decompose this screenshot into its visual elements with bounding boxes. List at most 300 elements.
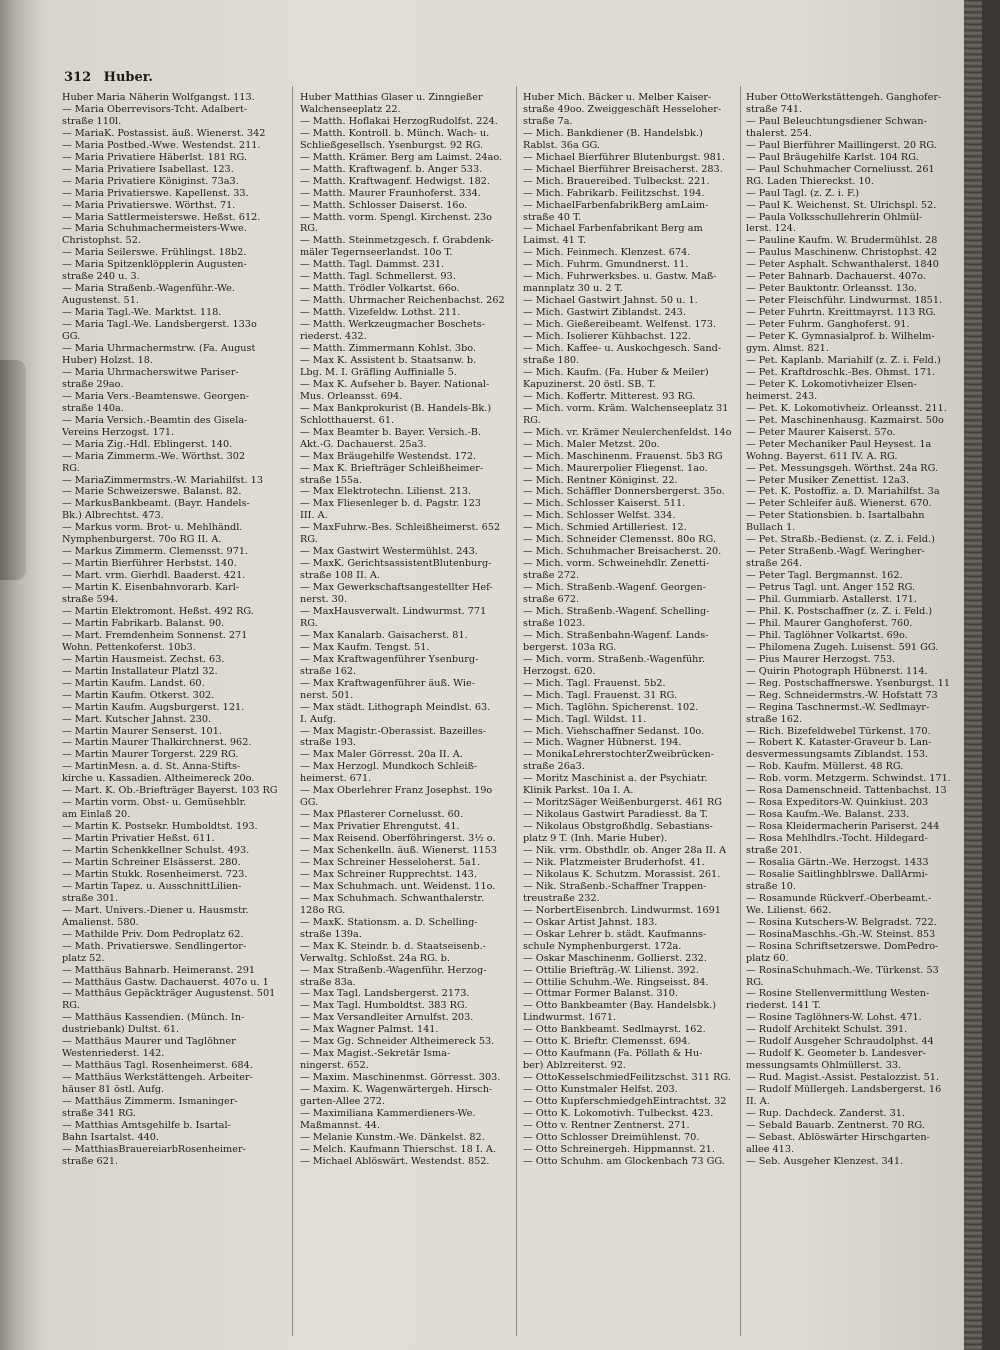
column-divider — [292, 86, 293, 1336]
directory-entry-line: — Mich. Fuhrwerksbes. u. Gastw. Maß- — [523, 271, 717, 283]
directory-entry-line: — Pet. Maschinenhausg. Kazmairst. 50o — [746, 414, 944, 426]
directory-entry-line: Verwaltg. Schloßst. 24a RG. b. — [300, 952, 450, 964]
directory-entry-line: straße 201. — [746, 845, 803, 857]
directory-entry-line: — Max Gastwirt Westermühlst. 243. — [300, 546, 478, 558]
directory-entry-line: — Max Elektrotechn. Lilienst. 213. — [300, 486, 472, 498]
page-header — [64, 70, 161, 85]
directory-entry-line: — Rudolf Müllergeh. Landsbergerst. 16 — [746, 1084, 942, 1096]
directory-entry-line: — Peter Bahnarb. Dachauerst. 407o. — [746, 271, 926, 283]
directory-entry-line: — Pet. Kraftdroschk.-Bes. Ohmst. 171. — [746, 366, 936, 378]
directory-entry-line: RG. — [746, 976, 764, 988]
directory-entry-line: garten-Allee 272. — [300, 1096, 386, 1108]
directory-entry-line: — Max Kanalarb. Gaisacherst. 81. — [300, 629, 468, 641]
directory-entry-line: — Nikolaus Obstgroßhdlg. Sebastians- — [523, 821, 713, 833]
directory-entry-line: — Pet. Messungsgeh. Wörthst. 24a RG. — [746, 462, 939, 474]
directory-entry-line: nerst. 501. — [300, 689, 354, 701]
directory-entry-line: RG. — [300, 617, 318, 629]
directory-entry-line: — Otto Bankbeamt. Sedlmayrst. 162. — [523, 1024, 706, 1036]
directory-entry-line: Lbg. M. I. Gräfling Auffinialle 5. — [300, 366, 457, 378]
directory-entry-line: — Max Reisend. Oberföhringerst. 3½ o. — [300, 833, 496, 845]
directory-entry-line: — Max Fliesenleger b. d. Pagstr. 123 — [300, 498, 481, 510]
directory-entry-line: straße 29ao. — [62, 378, 124, 390]
directory-entry-line: — Mich. Straßenbahn-Wagenf. Lands- — [523, 629, 709, 641]
directory-entry-line: — Matth. Tagl. Schmellerst. 93. — [300, 271, 456, 283]
directory-entry-line: Bahn Isartalst. 440. — [62, 1131, 160, 1143]
directory-entry-line: Huber Matthias Glaser u. Zinngießer — [300, 92, 483, 103]
directory-entry-line: — Rosa Kleidermacherin Pariserst. 244 — [746, 821, 940, 833]
directory-entry-line: — OttoKesselschmiedFeilitzschst. 311 RG. — [523, 1072, 731, 1084]
directory-entry-line: — Matth. Zimmermann Kohlst. 3bo. — [300, 343, 477, 355]
directory-entry-line: — Mart. vrm. Gierhdl. Baaderst. 421. — [62, 570, 246, 582]
binding-clip-shadow — [0, 360, 26, 580]
directory-entry-line: — Mich. Fabrikarb. Feilitzschst. 194. — [523, 187, 705, 199]
directory-entry-line: — Matth. Hoflakai HerzogRudolfst. 224. — [300, 115, 498, 127]
directory-entry-line: — Maria Tagl.-We. Marktst. 118. — [62, 307, 222, 319]
directory-entry-line: — Martin Maurer Thalkirchnerst. 962. — [62, 737, 252, 749]
directory-entry-line: — Matth. Steinmetzgesch. f. Grabdenk- — [300, 235, 494, 247]
directory-entry-line: straße 1023. — [523, 617, 586, 629]
directory-entry-line: straße 264. — [746, 558, 803, 570]
directory-entry-line: mäler Tegernseerlandst. 10o T. — [300, 247, 453, 259]
directory-entry-line: riederst. 432. — [300, 331, 367, 343]
directory-entry-line: RG. — [62, 462, 80, 474]
directory-entry-line: RG. — [300, 534, 318, 546]
directory-entry-line: — Matth. Kontroll. b. Münch. Wach- u. — [300, 127, 490, 139]
directory-entry-line: RG. — [300, 223, 318, 235]
directory-entry-line: — Maria Vers.-Beamtenswe. Georgen- — [62, 390, 250, 402]
directory-entry-line: — Rud. Magist.-Assist. Pestalozzist. 51. — [746, 1072, 940, 1084]
directory-entry-line: — Mich. Maurerpolier Fliegenst. 1ao. — [523, 462, 708, 474]
directory-entry-line: — Martin Fabrikarb. Balanst. 90. — [62, 617, 225, 629]
directory-entry-line: — Otto Schlosser Dreimühlenst. 70. — [523, 1131, 700, 1143]
directory-entry-line: — Max Kraftwagenführer Ysenburg- — [300, 653, 479, 665]
directory-entry-line: — Otto Schuhm. am Glockenbach 73 GG. — [523, 1155, 725, 1167]
directory-entry-line: — Otto Kaufmann (Fa. Pöllath & Hu- — [523, 1048, 703, 1060]
directory-entry-line: — Rich. Bizefeldwebel Türkenst. 170. — [746, 725, 931, 737]
directory-entry-line: — Maria Tagl.-We. Landsbergerst. 133o — [62, 319, 257, 331]
directory-entry-line: straße 10. — [746, 880, 796, 892]
directory-entry-line: — Otto Bankbeamter (Bay. Handelsbk.) — [523, 1000, 717, 1012]
directory-entry-line: Akt.-G. Dachauerst. 25a3. — [300, 438, 427, 450]
directory-entry-line: — Paul Beleuchtungsdiener Schwan- — [746, 115, 927, 127]
directory-entry-line: — Mich. Taglöhn. Spicherenst. 102. — [523, 701, 699, 713]
directory-entry-line: straße 140a. — [62, 402, 124, 414]
directory-entry-line: — Matth. Trödler Volkartst. 66o. — [300, 283, 460, 295]
directory-entry-line: — Regina Taschnermst.-W. Sedlmayr- — [746, 701, 930, 713]
directory-entry-line: — Rosa Kaufm.-We. Balanst. 233. — [746, 809, 910, 821]
directory-entry-line: Lindwurmst. 1671. — [523, 1012, 617, 1024]
directory-entry-line: — Mich. Feinmech. Klenzest. 674. — [523, 247, 691, 259]
directory-entry-line: — Mich. Kaffee- u. Auskochgesch. Sand- — [523, 343, 722, 355]
directory-entry-line: — Peter Stationsbien. b. Isartalbahn — [746, 510, 925, 522]
directory-entry-line: straße 301. — [62, 892, 119, 904]
directory-entry-line: — Martin Tapez. u. AusschnittLilien- — [62, 880, 242, 892]
directory-entry-line: — Michael Farbenfabrikant Berg am — [523, 223, 703, 235]
directory-entry-line: — Mich. Schneider Clemensst. 80o RG. — [523, 534, 717, 546]
directory-entry-line: — Martin K. Postsekr. Humboldtst. 193. — [62, 821, 258, 833]
directory-entry-line: — Max Versandleiter Arnulfst. 203. — [300, 1012, 474, 1024]
directory-entry-line: GG. — [62, 331, 81, 343]
directory-entry-line: — Peter Mechaniker Paul Heysest. 1a — [746, 438, 932, 450]
directory-entry-line: — Paula Volksschullehrerin Ohlmül- — [746, 211, 923, 223]
directory-entry-line: — Mich. Viehschaffner Sedanst. 10o. — [523, 725, 705, 737]
directory-entry-line: — Phil. K. Postschaffner (z. Z. i. Feld.) — [746, 605, 933, 617]
directory-entry-line: — Max Schuhmach. Schwanthalerstr. — [300, 892, 485, 904]
directory-entry-line: — Mart. Fremdenheim Sonnenst. 271 — [62, 629, 248, 641]
directory-entry-line: — Rosa Damenschneid. Tattenbachst. 13 — [746, 785, 947, 797]
directory-entry-line: — MatthiasBrauereiarbRosenheimer- — [62, 1143, 246, 1155]
directory-entry-line: — Maximiliana Kammerdieners-We. — [300, 1108, 476, 1120]
directory-entry-line: Schlotthauerst. 61. — [300, 414, 395, 426]
directory-entry-line: straße 162. — [300, 665, 357, 677]
directory-entry-line: — Max Schuhmach. unt. Weidenst. 11o. — [300, 880, 496, 892]
directory-entry-line: Bullach 1. — [746, 522, 796, 534]
directory-entry-line: — Max Privatier Ehrengutst. 41. — [300, 821, 460, 833]
directory-entry-line: Bk.) Albrechtst. 473. — [62, 510, 164, 522]
directory-entry-line: — Max Bräugehilfe Westendst. 172. — [300, 450, 477, 462]
directory-entry-line: — Rosa Expeditors-W. Quinkiust. 203 — [746, 797, 929, 809]
directory-entry-line: — Mich. vr. Krämer Neulerchenfeldst. 14o — [523, 426, 732, 438]
directory-entry-line: — Maria Seilerswe. Frühlingst. 18b2. — [62, 247, 247, 259]
directory-entry-line: — MoritzSäger Weißenburgerst. 461 RG — [523, 797, 723, 809]
directory-entry-line: — Pius Maurer Herzogst. 753. — [746, 653, 896, 665]
directory-entry-line: — Matth. Kraftwagenf. b. Anger 533. — [300, 163, 483, 175]
directory-entry-line: — Rudolf Ausgeher Schraudolphst. 44 — [746, 1036, 934, 1048]
directory-entry-line: — Paulus Maschinenw. Christophst. 42 — [746, 247, 938, 259]
directory-entry-line: — Maria Uhrmachermstrw. (Fa. August — [62, 343, 256, 355]
directory-entry-line: — Quirin Photograph Hübnerst. 114. — [746, 665, 928, 677]
directory-entry-line: — Matthäus Tagl. Rosenheimerst. 684. — [62, 1060, 253, 1072]
directory-entry-line: straße 49oo. Zweiggeschäft Hesseloher- — [523, 103, 722, 115]
directory-entry-line: — Martin Maurer Senserst. 101. — [62, 725, 222, 737]
directory-entry-line: Laimst. 41 T. — [523, 235, 587, 247]
directory-entry-line: — Max K. Assistent b. Staatsanw. b. — [300, 354, 477, 366]
directory-entry-line: platz 9 T. (Inh. Marie Huber). — [523, 833, 668, 845]
directory-entry-line: — Max Kraftwagenführer äuß. Wie- — [300, 677, 476, 689]
directory-entry-line: straße 139a. — [300, 928, 362, 940]
directory-entry-line: — Max Straßenb.-Wagenführ. Herzog- — [300, 964, 487, 976]
directory-entry-line: — Sebast. Ablöswärter Hirschgarten- — [746, 1131, 930, 1143]
directory-entry-line: II. A. — [746, 1096, 770, 1108]
directory-entry-line: — Otto Schreinergeh. Hippmannst. 21. — [523, 1143, 715, 1155]
directory-entry-line: — Peter K. Lokomotivheizer Elsen- — [746, 378, 917, 390]
directory-entry-line: schule Nymphenburgerst. 172a. — [523, 940, 682, 952]
directory-entry-line: — Max K. Aufseher b. Bayer. National- — [300, 378, 490, 390]
running-head: Huber. — [103, 70, 153, 85]
directory-entry-line: — MariaK. Postassist. äuß. Wienerst. 342 — [62, 127, 266, 139]
directory-entry-line: — Rosa Mehlhdlrs.-Tocht. Hildegard- — [746, 833, 928, 845]
directory-entry-line: — Peter Tagl. Bergmannst. 162. — [746, 570, 903, 582]
directory-entry-line: — Matth. Uhrmacher Reichenbachst. 262 — [300, 295, 505, 307]
directory-entry-line: — Martin Stukk. Rosenheimerst. 723. — [62, 868, 248, 880]
directory-entry-line: straße 40 T. — [523, 211, 582, 223]
directory-entry-line: Walchenseeplatz 22. — [300, 103, 401, 115]
directory-entry-line: — Rosalie Saitlinghblrswe. DallArmi- — [746, 868, 928, 880]
directory-entry-line: — Matth. Schlosser Daiserst. 16o. — [300, 199, 468, 211]
directory-entry-line: — Mich. Maschinenm. Frauenst. 5b3 RG — [523, 450, 723, 462]
directory-entry-line: — Melanie Kunstm.-We. Dänkelst. 82. — [300, 1131, 485, 1143]
directory-entry-line: — Pet. K. Postoffiz. a. D. Mariahilfst. 3a — [746, 486, 940, 498]
directory-entry-line: — Rosamunde Rückverf.-Oberbeamt.- — [746, 892, 932, 904]
directory-entry-line: Wohng. Bayerst. 611 IV. A. RG. — [746, 450, 898, 462]
directory-entry-line: — MaxHausverwalt. Lindwurmst. 771 — [300, 605, 487, 617]
directory-entry-line: — Michael Bierführer Blutenburgst. 981. — [523, 151, 726, 163]
directory-entry-line: — Mich. Rentner Königinst. 22. — [523, 474, 678, 486]
directory-entry-line: heimerst. 671. — [300, 773, 372, 785]
directory-entry-line: — Max Wagner Palmst. 141. — [300, 1024, 439, 1036]
directory-entry-line: — Maria Privatierswe. Wörthst. 71. — [62, 199, 236, 211]
directory-entry-line: — Mart. Kutscher Jahnst. 230. — [62, 713, 212, 725]
directory-entry-line: — Max Maler Görresst. 20a II. A. — [300, 749, 463, 761]
directory-entry-line: Augustenst. 51. — [62, 295, 139, 307]
directory-entry-line: — Matthäus Maurer und Taglöhner — [62, 1036, 236, 1048]
directory-entry-line: — Mich. vorm. Kräm. Walchenseeplatz 31 — [523, 402, 729, 414]
directory-entry-line: straße 162. — [746, 713, 803, 725]
directory-entry-line: straße 272. — [523, 570, 580, 582]
directory-entry-line: — Max städt. Lithograph Meindlst. 63. — [300, 701, 491, 713]
directory-entry-line: — Mich. Isolierer Kühbachst. 122. — [523, 331, 691, 343]
directory-entry-line: — Rosine Stellenvermittlung Westen- — [746, 988, 930, 1000]
directory-entry-line: I. Aufg. — [300, 713, 337, 725]
directory-entry-line: — Nikolaus Gastwirt Paradiesst. 8a T. — [523, 809, 709, 821]
directory-entry-line: — Mich. Schmied Artilleriest. 12. — [523, 522, 687, 534]
directory-entry-line: — Martin Kaufm. Augsburgerst. 121. — [62, 701, 245, 713]
directory-entry-line: — Oskar Maschinenm. Gollierst. 232. — [523, 952, 707, 964]
directory-entry-line: bergerst. 103a RG. — [523, 641, 617, 653]
directory-entry-line: — Math. Privatierswe. Sendlingertor- — [62, 940, 247, 952]
page-number: 312 — [64, 70, 92, 85]
directory-entry-line: — Mich. Bankdiener (B. Handelsbk.) — [523, 127, 703, 139]
directory-entry-line: — Martin Kaufm. Otkerst. 302. — [62, 689, 215, 701]
directory-entry-line: — Markus Zimmerm. Clemensst. 971. — [62, 546, 249, 558]
directory-entry-line: — Mart. K. Ob.-Briefträger Bayerst. 103 RG — [62, 785, 278, 797]
column-3 — [523, 92, 745, 1168]
directory-entry-line: — Mich. Wagner Hübnerst. 194. — [523, 737, 682, 749]
directory-entry-line: — Pauline Kaufm. W. Brudermühlst. 28 — [746, 235, 938, 247]
directory-entry-line: — Matth. Maurer Fraunhoferst. 334. — [300, 187, 481, 199]
directory-entry-line: — Maria Spitzenklöpplerin Augusten- — [62, 259, 247, 271]
directory-entry-line: 128o RG. — [300, 904, 346, 916]
directory-entry-line: — Max Gewerkschaftsangestellter Hef- — [300, 582, 493, 594]
directory-entry-line: — Peter Fuhrtn. Kreittmayrst. 113 RG. — [746, 307, 936, 319]
directory-entry-line: lerst. 124. — [746, 223, 797, 235]
directory-entry-line: — Max Pflasterer Cornelusst. 60. — [300, 809, 464, 821]
directory-entry-line: — Sebald Bauarb. Zentnerst. 70 RG. — [746, 1119, 925, 1131]
directory-entry-line: — MaxK. GerichtsassistentBlutenburg- — [300, 558, 492, 570]
directory-entry-line: — Moritz Maschinist a. der Psychiatr. — [523, 773, 708, 785]
directory-entry-line: — Peter K. Gymnasialprof. b. Wilhelm- — [746, 331, 935, 343]
directory-entry-line: — MonikaLehrerstochterZweibrücken- — [523, 749, 714, 761]
directory-entry-line: — Otto Kunstmaler Helfst. 203. — [523, 1084, 678, 1096]
directory-entry-line: — Mich. vorm. Schweinehdlr. Zenetti- — [523, 558, 710, 570]
directory-entry-line: — Max Beamter b. Bayer. Versich.-B. — [300, 426, 482, 438]
directory-entry-line: — Robert K. Kataster-Graveur b. Lan- — [746, 737, 932, 749]
directory-entry-line: — Pet. Kaplanb. Mariahilf (z. Z. i. Feld.) — [746, 354, 941, 366]
directory-entry-line: — Rosina Kutschers-W. Belgradst. 722. — [746, 916, 937, 928]
directory-entry-line: — Mart. Univers.-Diener u. Hausmstr. — [62, 904, 249, 916]
directory-entry-line: — Maria Privatiere Isabellast. 123. — [62, 163, 234, 175]
directory-entry-line: thalerst. 254. — [746, 127, 812, 139]
directory-entry-line: straße 26a3. — [523, 761, 585, 773]
directory-entry-line: — RosinaMaschhs.-Gh.-W. Steinst. 853 — [746, 928, 936, 940]
directory-entry-line: — Peter Fleischführ. Lindwurmst. 1851. — [746, 295, 943, 307]
directory-entry-line: — Mich. Brauereibed. Tulbeckst. 221. — [523, 175, 710, 187]
directory-entry-line: dustriebank) Dultst. 61. — [62, 1024, 180, 1036]
directory-entry-line: ningerst. 652. — [300, 1060, 369, 1072]
directory-entry-line: — Rosalia Gärtn.-We. Herzogst. 1433 — [746, 857, 929, 868]
directory-entry-line: riederst. 141 T. — [746, 1000, 821, 1012]
directory-entry-line: — Ottilie Briefträg.-W. Lilienst. 392. — [523, 964, 699, 976]
directory-entry-line: Klinik Parkst. 10a I. A. — [523, 785, 634, 797]
directory-entry-line: — Maria Oberrevisors-Tcht. Adalbert- — [62, 103, 248, 115]
directory-entry-line: — Maria Schuhmachermeisters-Wwe. — [62, 223, 247, 235]
directory-entry-line: Kapuzinerst. 20 östl. SB. T. — [523, 378, 656, 390]
directory-entry-line: — Otto v. Rentner Zentnerst. 271. — [523, 1119, 690, 1131]
directory-entry-line: — Nik. Platzmeister Bruderhofst. 41. — [523, 857, 705, 868]
directory-entry-line: — Matthäus Gepäckträger Augustenst. 501 — [62, 988, 276, 1000]
directory-entry-line: Mus. Orleansst. 694. — [300, 390, 403, 402]
directory-entry-line: — Phil. Gummiarb. Astallerst. 171. — [746, 594, 917, 606]
directory-entry-line: messungsamts Ohlmüllerst. 33. — [746, 1060, 902, 1072]
directory-entry-line: — Maria Postbed.-Wwe. Westendst. 211. — [62, 139, 261, 151]
directory-entry-line: — Otto K. Brieftr. Clemensst. 694. — [523, 1036, 691, 1048]
directory-entry-line: — Mich. Fuhrm. Gmundnerst. 11. — [523, 259, 689, 271]
directory-entry-line: — Max Oberlehrer Franz Josephst. 19o — [300, 785, 493, 797]
directory-entry-line: straße 741. — [746, 103, 803, 115]
directory-entry-line: platz 52. — [62, 952, 105, 964]
directory-entry-line: straße 7a. — [523, 115, 573, 127]
directory-entry-line: RG. — [523, 414, 541, 426]
directory-entry-line: — Paul Schuhmacher Corneliusst. 261 — [746, 163, 935, 175]
directory-entry-line: — Philomena Zugeh. Luisenst. 591 GG. — [746, 641, 939, 653]
directory-entry-line: — Rosina Schriftsetzerswe. DomPedro- — [746, 940, 939, 952]
column-4 — [746, 92, 968, 1168]
directory-entry-line: — Max K. Briefträger Schleißheimer- — [300, 462, 484, 474]
directory-entry-line: — Marie Schweizerswe. Balanst. 82. — [62, 486, 242, 498]
directory-entry-line: allee 413. — [746, 1143, 795, 1155]
directory-entry-line: III. A. — [300, 510, 328, 522]
directory-entry-line: — Martin Hausmeist. Zechst. 63. — [62, 653, 225, 665]
directory-entry-line: straße 83a. — [300, 976, 356, 988]
directory-entry-line: — Mich. Straßenb.-Wagenf. Schelling- — [523, 605, 710, 617]
directory-entry-line: — Matthäus Werkstättengeh. Arbeiter- — [62, 1072, 253, 1084]
directory-entry-line: häuser 81 östl. Aufg. — [62, 1084, 165, 1096]
directory-entry-line: — Max Schenkelln. äuß. Wienerst. 1153 — [300, 845, 498, 857]
directory-entry-line: straße 110l. — [62, 115, 122, 127]
directory-entry-line: — Mich. Tagl. Frauenst. 5b2. — [523, 677, 666, 689]
directory-entry-line: GG. — [300, 797, 319, 809]
directory-entry-line: — Martin Bierführer Herbstst. 140. — [62, 558, 237, 570]
directory-entry-line: Rablst. 36a GG. — [523, 139, 601, 151]
directory-entry-line: — Paul Tagl. (z. Z. i. F.) — [746, 187, 860, 199]
directory-entry-line: — Max Gg. Schneider Altheimereck 53. — [300, 1036, 495, 1048]
directory-entry-line: — Mich. Schlosser Welfst. 334. — [523, 510, 676, 522]
directory-entry-line: Wohn. Pettenkoferst. 10b3. — [62, 641, 196, 653]
directory-entry-line: — Mich. Schuhmacher Breisacherst. 20. — [523, 546, 722, 558]
directory-entry-line: — Nikolaus K. Schutzm. Morassist. 261. — [523, 868, 721, 880]
directory-entry-line: Maßmannst. 44. — [300, 1119, 381, 1131]
directory-entry-line: kirche u. Kassadien. Altheimereck 20o. — [62, 773, 255, 785]
directory-entry-line: nerst. 30. — [300, 594, 348, 606]
directory-entry-line: Vereins Herzogst. 171. — [62, 426, 175, 438]
directory-entry-line: — Mich. Tagl. Frauenst. 31 RG. — [523, 689, 678, 701]
directory-entry-line: — Max Schreiner Rupprechtst. 143. — [300, 868, 477, 880]
directory-entry-line: — Peter Straßenb.-Wagf. Weringher- — [746, 546, 925, 558]
directory-entry-line: We. Lilienst. 662. — [746, 904, 832, 916]
directory-entry-line: RG. Laden Thiereckst. 10. — [746, 175, 874, 187]
directory-entry-line: straße 594. — [62, 594, 119, 606]
directory-entry-line: — Maria Sattlermeisterswe. Heßst. 612. — [62, 211, 261, 223]
directory-entry-line: — Maria Zimmerm.-We. Wörthst. 302 — [62, 450, 246, 462]
directory-entry-line: — Mich. Gießereibeamt. Welfenst. 173. — [523, 319, 716, 331]
directory-entry-line: straße 621. — [62, 1155, 119, 1167]
directory-entry-line: — Melch. Kaufmann Thierschst. 18 I. A. — [300, 1143, 496, 1155]
directory-entry-line: — Mich. Kaufm. (Fa. Huber & Meiler) — [523, 366, 709, 378]
directory-entry-line: gym. Almst. 821. — [746, 343, 829, 355]
directory-entry-line: Huber OttoWerkstättengeh. Ganghofer- — [746, 92, 942, 103]
directory-entry-line: Nymphenburgerst. 70o RG II. A. — [62, 534, 222, 546]
directory-entry-line: Herzogst. 620. — [523, 665, 596, 677]
directory-entry-line: — Peter Bauktontr. Orleansst. 13o. — [746, 283, 917, 295]
directory-entry-line: — Mich. Schlosser Kaiserst. 511. — [523, 498, 686, 510]
directory-entry-line: — Martin Privatier Heßst. 611. — [62, 833, 215, 845]
directory-entry-line: — Martin Kaufm. Landst. 60. — [62, 677, 205, 689]
directory-entry-line: treustraße 232. — [523, 892, 600, 904]
directory-entry-line: — Oskar Lehrer b. städt. Kaufmanns- — [523, 928, 707, 940]
directory-entry-line: — Seb. Ausgeher Klenzest. 341. — [746, 1155, 904, 1167]
directory-entry-line: — Martin Schreiner Elsässerst. 280. — [62, 857, 241, 868]
directory-entry-line: — Max Tagl. Landsbergerst. 2173. — [300, 988, 470, 1000]
directory-entry-line: — Matth. Krämer. Berg am Laimst. 24ao. — [300, 151, 503, 163]
directory-entry-line: — NorbertEisenbrch. Lindwurmst. 1691 — [523, 904, 721, 916]
directory-entry-line: — MaxFuhrw.-Bes. Schleißheimerst. 652 — [300, 522, 501, 534]
directory-entry-line: — Maria Privatiere Königinst. 73a3. — [62, 175, 239, 187]
directory-entry-line: — Maria Zig.-Hdl. Eblingerst. 140. — [62, 438, 233, 450]
directory-entry-line: — Pet. K. Lokomotivheiz. Orleansst. 211. — [746, 402, 947, 414]
directory-entry-line: — Peter Schleifer äuß. Wienerst. 670. — [746, 498, 932, 510]
directory-entry-line: — Peter Asphalt. Schwanthalerst. 1840 — [746, 259, 939, 271]
directory-entry-line: — Mich. vorm. Straßenb.-Wagenführ. — [523, 653, 706, 665]
directory-entry-line: — Reg. Postschaffnerswe. Ysenburgst. 11 — [746, 677, 950, 689]
directory-entry-line: — Maria Versich.-Beamtin des Gisela- — [62, 414, 248, 426]
directory-entry-line: — Max Schreiner Hesseloherst. 5a1. — [300, 857, 481, 868]
directory-entry-line: — Martin Elektromont. Heßst. 492 RG. — [62, 605, 254, 617]
directory-entry-line: straße 672. — [523, 594, 580, 606]
directory-entry-line: Westenriederst. 142. — [62, 1048, 165, 1060]
directory-entry-line: — Matthäus Bahnarb. Heimeranst. 291 — [62, 964, 256, 976]
directory-entry-line: — Matthäus Kassendien. (Münch. In- — [62, 1012, 245, 1024]
directory-entry-line: — Michael Gastwirt Jahnst. 50 u. 1. — [523, 295, 698, 307]
directory-entry-line: — Matthias Amtsgehilfe b. Isartal- — [62, 1119, 231, 1131]
directory-entry-line: — Matth. vorm. Spengl. Kirchenst. 23o — [300, 211, 492, 223]
directory-entry-line: — Max Magistr.-Oberassist. Bazeilles- — [300, 725, 487, 737]
directory-entry-line: — Rob. Kaufm. Müllerst. 48 RG. — [746, 761, 904, 773]
directory-entry-line: — Martin K. Eisenbahnvorarb. Karl- — [62, 582, 240, 594]
directory-entry-line: — Otto K. Lokomotivh. Tulbeckst. 423. — [523, 1108, 714, 1120]
directory-entry-line: Schließgesellsch. Ysenburgst. 92 RG. — [300, 139, 484, 151]
directory-entry-line: — RosinaSchuhmach.-We. Türkenst. 53 — [746, 964, 939, 976]
directory-entry-line: — Matth. Werkzeugmacher Boschets- — [300, 319, 485, 331]
directory-entry-line: desvermessungsamts Ziblandst. 153. — [746, 749, 929, 761]
directory-entry-line: — MartinMesn. a. d. St. Anna-Stifts- — [62, 761, 241, 773]
directory-entry-line: — Otto KupferschmiedgehEintrachtst. 32 — [523, 1096, 727, 1108]
directory-entry-line: — Maria Uhrmacherswitwe Pariser- — [62, 366, 239, 378]
directory-entry-line: mannplatz 30 u. 2 T. — [523, 283, 623, 295]
directory-entry-line: — Rob. vorm. Metzgerm. Schwindst. 171. — [746, 773, 951, 785]
directory-entry-line: — Phil. Maurer Ganghoferst. 760. — [746, 617, 913, 629]
directory-entry-line: — Ottilie Schuhm.-We. Ringseisst. 84. — [523, 976, 709, 988]
directory-entry-line: — Mich. Gastwirt Ziblandst. 243. — [523, 307, 686, 319]
